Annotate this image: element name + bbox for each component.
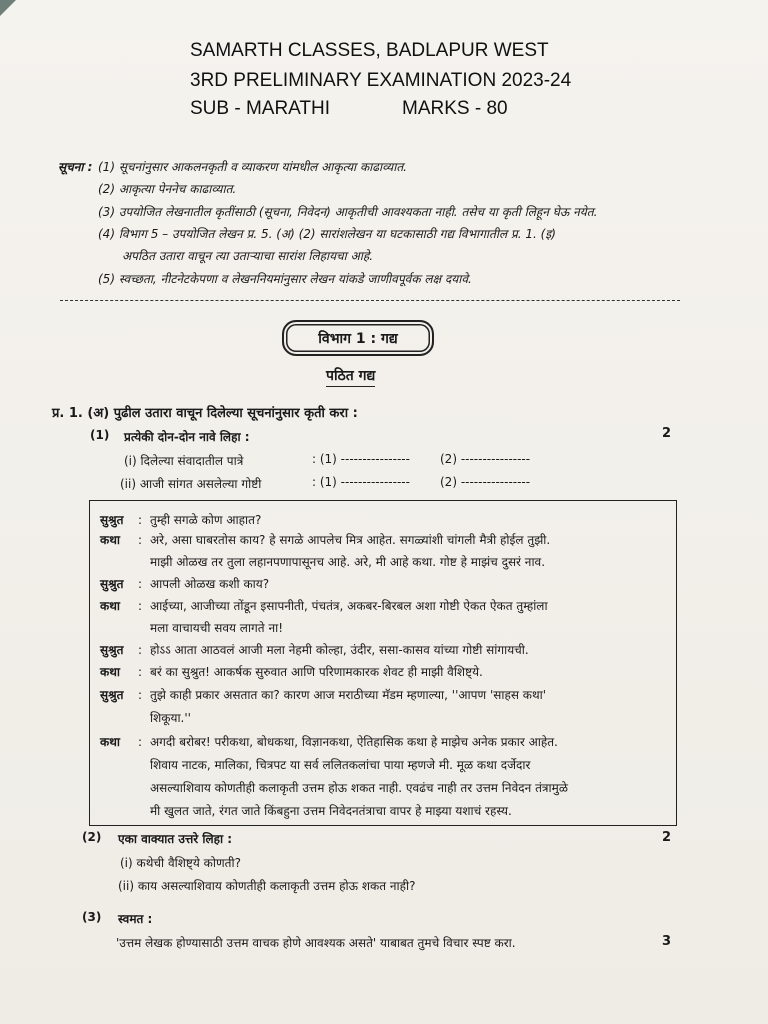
dialogue-line: कथा : आईच्या, आजीच्या तोंडून इसापनीती, पंचतंत्र, अकबर-बिरबल अशा गोष्टी ऐकत ऐकत तुम्हांला <box>100 599 548 613</box>
part3-question: 'उत्तम लेखक होण्यासाठी उत्तम वाचक होणे आवश्यक असते' याबाबत तुमचे विचार स्पष्ट करा. <box>116 936 516 950</box>
header-exam-title: 3RD PRELIMINARY EXAMINATION 2023-24 <box>190 70 572 91</box>
part1-row2-label: (ii) आजी सांगत असलेल्या गोष्टी <box>120 477 262 491</box>
part1-row1-blank2: (2) ---------------- <box>440 452 531 466</box>
section-title: विभाग 1 : गद्य <box>318 330 398 347</box>
part2-instruction: एका वाक्यात उत्तरे लिहा : <box>118 832 233 846</box>
speaker-name: सुश्रुत <box>100 513 124 527</box>
dialogue-text: आईच्या, आजीच्या तोंडून इसापनीती, पंचतंत्र, अकबर-बिरबल अशा गोष्टी ऐकत ऐकत तुम्हांला <box>150 599 548 613</box>
speaker-name: सुश्रुत <box>100 643 124 657</box>
dialogue-text-continued: माझी ओळख तर तुला लहानपणापासूनच आहे. अरे, मी आहे कथा. गोष्ट हे माझंच दुसरं नाव. <box>150 555 546 569</box>
header-subject: SUB - MARATHI <box>190 98 331 119</box>
instruction-2: (2) आकृत्या पेननेच काढाव्यात. <box>98 182 237 196</box>
dialogue-text-continued: शिवाय नाटक, मालिका, चित्रपट या सर्व ललितकलांचा पाया म्हणजे मी. मूळ कथा दर्जेदार <box>150 758 531 772</box>
dialogue-line: कथा : बरं का सुश्रुत! आकर्षक सुरुवात आणि परिणामकारक शेवट ही माझी वैशिष्ट्ये. <box>100 665 483 679</box>
speaker-name: सुश्रुत <box>100 688 124 702</box>
instruction-3: (3) उपयोजित लेखनातील कृतींसाठी (सूचना, निवेदन) आकृतीची आवश्यकता नाही. तसेच या कृती लिहून घेऊ नयेत. <box>98 205 598 219</box>
page-corner-decoration <box>0 0 16 16</box>
part3-instruction: स्वमत : <box>118 912 153 926</box>
part2-number: (2) <box>82 830 102 844</box>
dialogue-line: सुश्रुत : आपली ओळख कशी काय? <box>100 577 270 591</box>
section-subtitle: पठित गद्य <box>326 366 375 387</box>
dialogue-text: तुझे काही प्रकार असतात का? कारण आज मराठीच्या मॅडम म्हणाल्या, ''आपण 'साहस कथा' <box>150 688 547 702</box>
instruction-5: (5) स्वच्छता, नीटनेटकेपणा व लेखननियमांनुसार लेखन यांकडे जाणीवपूर्वक लक्ष दयावे. <box>98 272 472 286</box>
part1-row2-blank1: : (1) ---------------- <box>312 475 410 489</box>
part2-question-1: (i) कथेची वैशिष्ट्ये कोणती? <box>120 856 241 870</box>
header-subject-line <box>190 98 508 120</box>
speaker-name: कथा <box>100 599 120 613</box>
speaker-name: कथा <box>100 735 120 749</box>
dialogue-text: तुम्ही सगळे कोण आहात? <box>150 513 262 527</box>
dialogue-text: होऽऽ आता आठवलं आजी मला नेहमी कोल्हा, उंदीर, ससा-कासव यांच्या गोष्टी सांगायची. <box>150 643 529 657</box>
speaker-name: सुश्रुत <box>100 577 124 591</box>
instructions-label: सूचना : <box>58 160 93 174</box>
part3-number: (3) <box>82 910 102 924</box>
dotted-separator <box>60 300 680 301</box>
part3-marks: 3 <box>662 934 672 949</box>
dialogue-line: कथा : अगदी बरोबर! परीकथा, बोधकथा, विज्ञानकथा, ऐतिहासिक कथा हे माझेच अनेक प्रकार आहेत. <box>100 735 558 749</box>
instruction-1: (1) सूचनांनुसार आकलनकृती व व्याकरण यांमधील आकृत्या काढाव्यात. <box>98 160 407 174</box>
part1-row1-label: (i) दिलेल्या संवादातील पात्रे <box>124 454 244 468</box>
section-title-box <box>282 320 434 356</box>
part1-row1-blank1: : (1) ---------------- <box>312 452 410 466</box>
question-1-heading: प्र. 1. (अ) पुढील उतारा वाचून दिलेल्या सूचनांनुसार कृती करा : <box>52 406 358 421</box>
instruction-4-continued: अपठित उतारा वाचून त्या उताऱ्याचा सारांश लिहायचा आहे. <box>122 249 374 263</box>
part1-instruction: प्रत्येकी दोन-दोन नावे लिहा : <box>124 430 250 444</box>
dialogue-text-continued: शिकूया.'' <box>150 711 191 725</box>
part1-row2-blank2: (2) ---------------- <box>440 475 531 489</box>
header-institute: SAMARTH CLASSES, BADLAPUR WEST <box>190 40 549 61</box>
part2-marks: 2 <box>662 830 672 845</box>
instruction-4: (4) विभाग 5 – उपयोजित लेखन प्र. 5. (अ) (2) सारांशलेखन या घटकासाठी गद्य विभागातील प्र. 1. (इ) <box>98 227 556 241</box>
header-marks: MARKS - 80 <box>402 98 508 119</box>
dialogue-text: अरे, असा घाबरतोस काय? हे सगळे आपलेच मित्र आहेत. सगळ्यांशी चांगली मैत्री होईल तुझी. <box>150 533 551 547</box>
dialogue-line: कथा : अरे, असा घाबरतोस काय? हे सगळे आपलेच मित्र आहेत. सगळ्यांशी चांगली मैत्री होईल तुझी. <box>100 533 551 547</box>
part2-question-2: (ii) काय असल्याशिवाय कोणतीही कलाकृती उत्तम होऊ शकत नाही? <box>118 879 416 893</box>
dialogue-text-continued: असल्याशिवाय कोणतीही कलाकृती उत्तम होऊ शकत नाही. एवढंच नाही तर उत्तम निवेदन तंत्रामुळे <box>150 781 568 795</box>
speaker-name: कथा <box>100 533 120 547</box>
dialogue-line: सुश्रुत : होऽऽ आता आठवलं आजी मला नेहमी कोल्हा, उंदीर, ससा-कासव यांच्या गोष्टी सांगायची. <box>100 643 529 657</box>
dialogue-text: आपली ओळख कशी काय? <box>150 577 270 591</box>
dialogue-text: बरं का सुश्रुत! आकर्षक सुरुवात आणि परिणामकारक शेवट ही माझी वैशिष्ट्ये. <box>150 665 483 679</box>
dialogue-line: सुश्रुत : तुम्ही सगळे कोण आहात? <box>100 513 262 527</box>
speaker-name: कथा <box>100 665 120 679</box>
dialogue-text-continued: मला वाचायची सवय लागते ना! <box>150 621 284 635</box>
dialogue-text: अगदी बरोबर! परीकथा, बोधकथा, विज्ञानकथा, ऐतिहासिक कथा हे माझेच अनेक प्रकार आहेत. <box>150 735 558 749</box>
dialogue-line: सुश्रुत : तुझे काही प्रकार असतात का? कारण आज मराठीच्या मॅडम म्हणाल्या, ''आपण 'साहस कथा' <box>100 688 547 702</box>
part1-number: (1) <box>90 428 110 442</box>
dialogue-text-continued: मी खुलत जाते, रंगत जाते किंबहुना उत्तम निवेदनतंत्राचा वापर हे माझ्या यशाचं रहस्य. <box>150 804 512 818</box>
part1-marks: 2 <box>662 426 672 441</box>
